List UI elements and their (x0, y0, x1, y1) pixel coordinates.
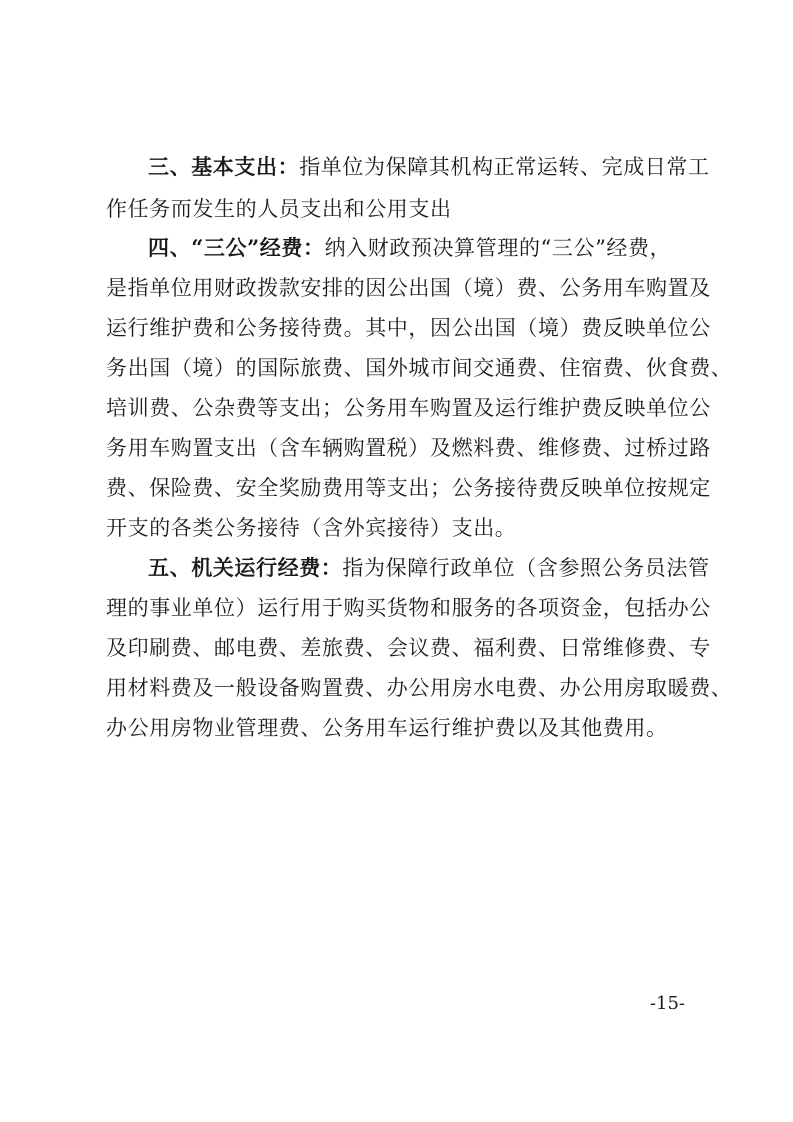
paragraph-text: 是指单位用财政拨款安排的因公出国（境）费、公务用车购置及 (106, 276, 711, 300)
paragraph-text: 纳入财政预决算管理的“三公”经费， (324, 236, 672, 260)
paragraph-line (106, 349, 733, 387)
paragraph-line (106, 589, 711, 627)
paragraph-line (106, 629, 711, 667)
paragraph-text: 用材料费及一般设备购置费、办公用房水电费、办公用房取暖费、 (106, 676, 733, 700)
paragraph-line (106, 509, 696, 547)
paragraph-line (106, 469, 711, 507)
paragraph-text: 运行维护费和公务接待费。其中，因公出国（境）费反映单位公 (106, 316, 711, 340)
term-heading: 三、基本支出： (148, 154, 300, 179)
term-heading: 四、“三公”经费： (148, 235, 325, 260)
paragraph-line (106, 269, 711, 307)
paragraph-text: 办公用房物业管理费、公务用车运行维护费以及其他费用。 (106, 716, 668, 740)
paragraph-text: 务用车购置支出（含车辆购置税）及燃料费、维修费、过桥过路 (106, 436, 711, 460)
paragraph-text: 及印刷费、邮电费、差旅费、会议费、福利费、日常维修费、专 (106, 636, 711, 660)
paragraph-line (148, 549, 710, 587)
paragraph-text: 费、保险费、安全奖励费用等支出；公务接待费反映单位按规定 (106, 476, 711, 500)
paragraph-line (148, 148, 710, 186)
paragraph-line (106, 709, 696, 747)
term-heading: 五、机关运行经费： (148, 555, 343, 580)
paragraph-text: 培训费、公杂费等支出；公务用车购置及运行维护费反映单位公 (106, 396, 711, 420)
paragraph-line (106, 190, 696, 228)
paragraph-line (106, 389, 711, 427)
paragraph-line (148, 229, 696, 267)
paragraph-line (106, 309, 711, 347)
paragraph-text: 指单位为保障其机构正常运转、完成日常工 (299, 155, 710, 179)
paragraph-text: 务出国（境）的国际旅费、国外城市间交通费、住宿费、伙食费、 (106, 356, 733, 380)
paragraph-text: 开支的各类公务接待（含外宾接待）支出。 (106, 516, 517, 540)
paragraph-text: 指为保障行政单位（含参照公务员法管 (342, 556, 710, 580)
paragraph-text: 理的事业单位）运行用于购买货物和服务的各项资金，包括办公 (106, 596, 711, 620)
paragraph-line (106, 429, 711, 467)
paragraph-line (106, 669, 733, 707)
page-number: -15- (649, 993, 685, 1014)
paragraph-text: 作任务而发生的人员支出和公用支出 (106, 197, 452, 221)
